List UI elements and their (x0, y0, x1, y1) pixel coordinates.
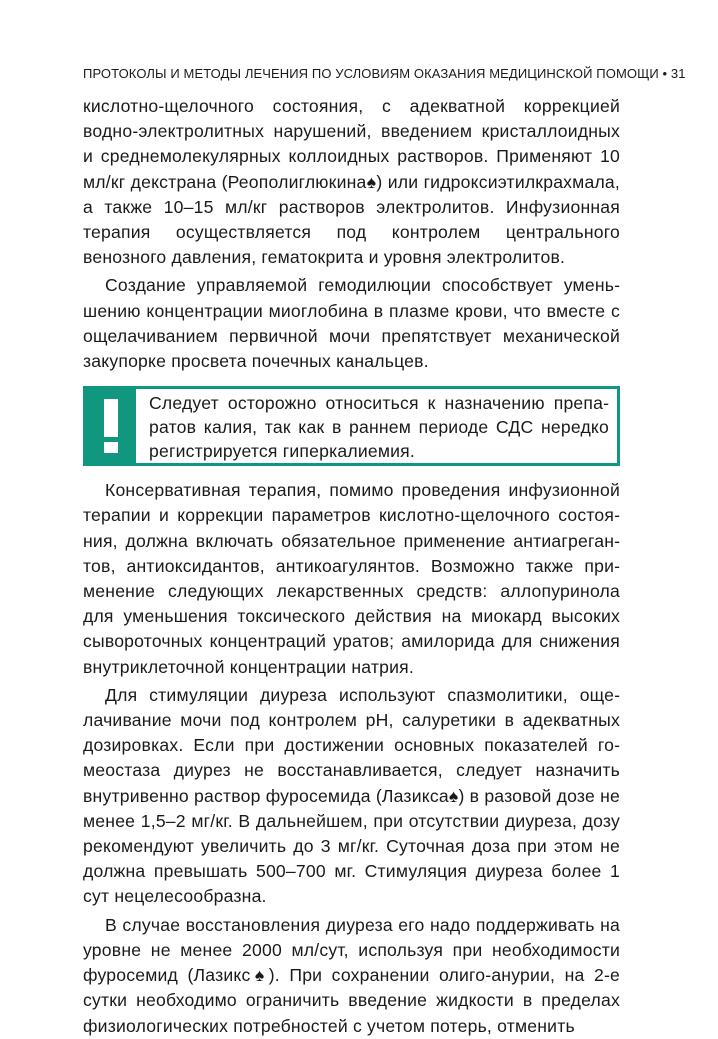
exclamation-icon (86, 389, 136, 463)
paragraph-5: В случае восстановления диуреза его надо поддерживать на уровне не менее 2000 мл/сут, используя при необходимости фуросемид (Лазикс♠). При сохранении олиго-анурии, на 2-е сутки необходимо ограничить введение жидкости в пределах физиологических потребностей с учетом потерь, отменить (83, 914, 620, 1036)
warning-callout (83, 386, 620, 466)
paragraph-4: Для стимуляции диуреза используют спазмолитики, ощелачивание мочи под контролем pH, салуретики в адекватных дозировках. Если при достижении основных показателей гомеостаза диурез не восстанавливается, следует назначить внутривенно раствор фуросемида (Лазикса♠) в разовой дозе не менее 1,5–2 мг/кг. В дальнейшем, при отсутствии диуреза, дозу рекомендуют увеличить до 3 мг/кг. Суточная доза при этом не должна превышать 500–700 мг. Стимуляция диуреза более 1 сут нецелесообразна. (83, 684, 620, 907)
page (83, 64, 686, 1039)
paragraph-2: Создание управляемой гемодилюции способствует уменьшению концентрации миоглобина в плазме крови, что вместе с ощелачиванием первичной мочи препятствует механической закупорке просвета почечных канальцев. (83, 275, 620, 372)
warning-callout-text: Следует осторожно относиться к назначению препаратов калия, так как в раннем периоде СДС нередко регистрируется гиперкалиемия. (149, 393, 609, 462)
running-header: ПРОТОКОЛЫ И МЕТОДЫ ЛЕЧЕНИЯ ПО УСЛОВИЯМ ОКАЗАНИЯ МЕДИЦИНСКОЙ ПОМОЩИ • 31 (83, 66, 686, 81)
paragraph-3: Консервативная терапия, помимо проведения инфузионной терапии и коррекции параметров кислотно-щелочного состояния, должна включать обязательное применение антиагрегантов, антиоксидантов, антикоагулянтов. Возможно также применение следующих лекарственных средств: аллопуринола для уменьшения токсического действия на миокард высоких сывороточных концентраций уратов; амилорида для снижения внутриклеточной концентрации натрия. (83, 480, 620, 677)
paragraph-1: кислотно-щелочного состояния, с адекватной коррекцией водно-электролитных нарушений, введением кристаллоидных и среднемолекулярных коллоидных растворов. Применяют 10 мл/кг декстрана (Реополиглюкина♠) или гидроксиэтилкрахмала, а также 10–15 мл/кг растворов электролитов. Инфузионная терапия осуществляется под контролем центрального венозного давления, гематокрита и уровня электролитов. (83, 96, 620, 268)
